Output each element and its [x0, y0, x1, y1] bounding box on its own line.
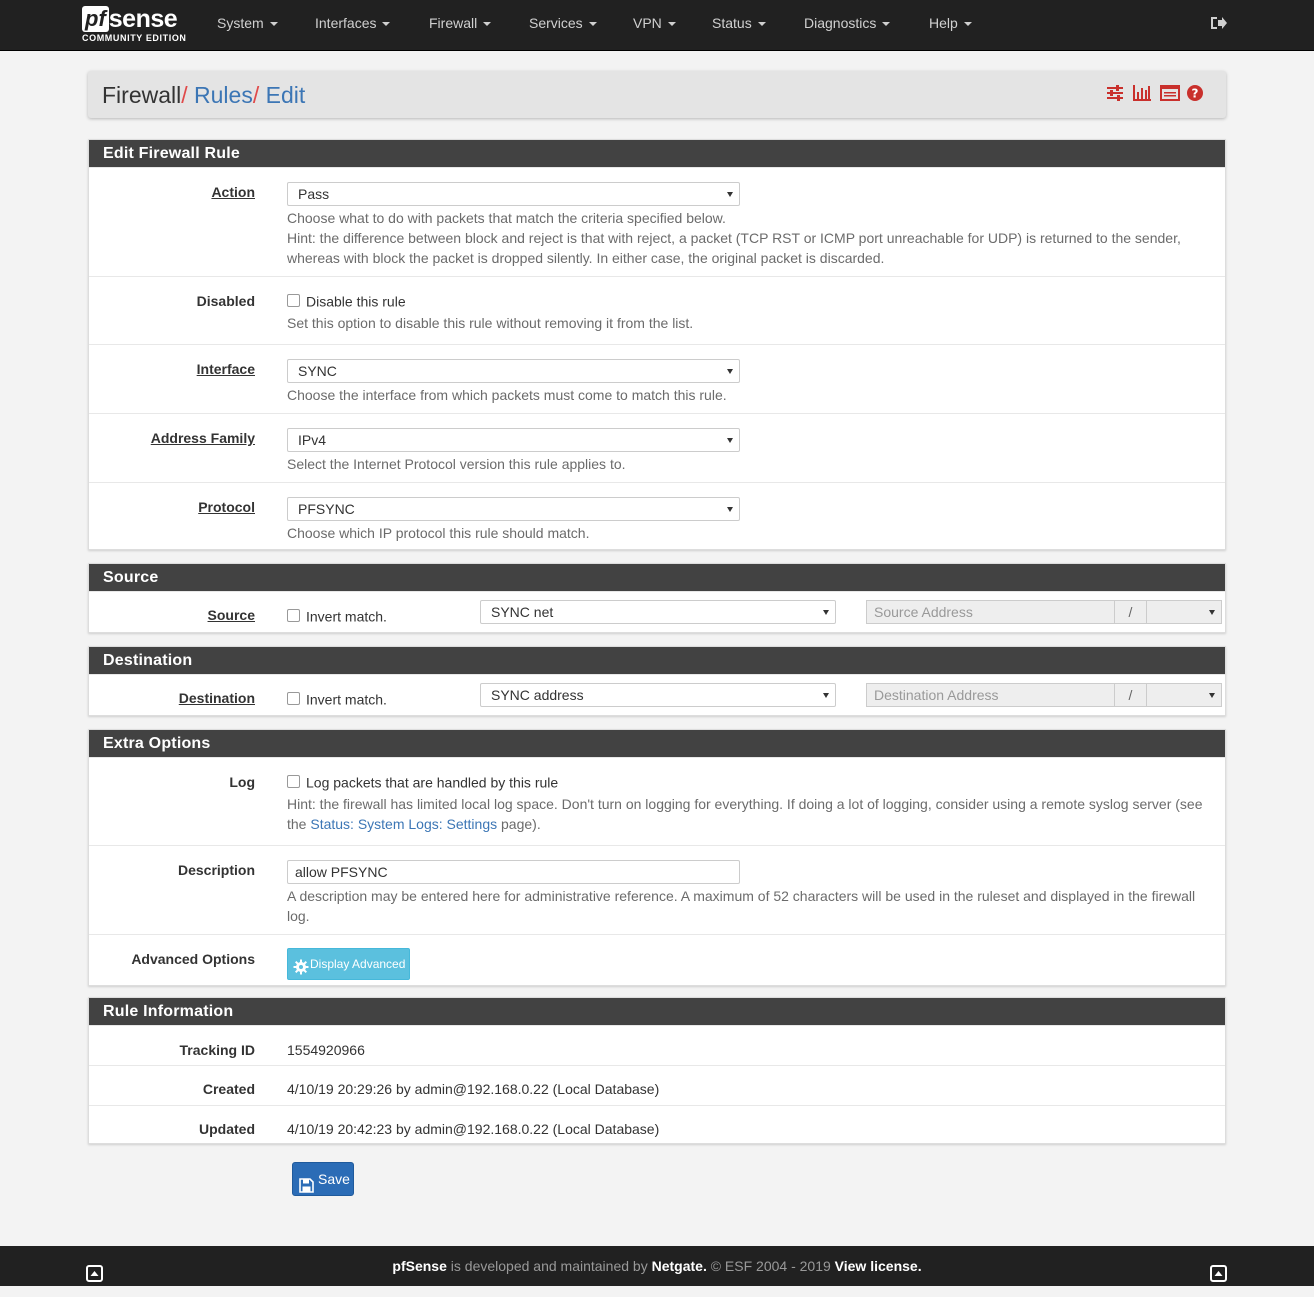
- destination-invert-checkbox[interactable]: [287, 692, 300, 705]
- destination-mask-select[interactable]: [1146, 683, 1222, 707]
- disabled-help: Set this option to disable this rule without removing it from the list.: [287, 315, 694, 332]
- log-label: Log: [229, 774, 255, 790]
- sliders-icon[interactable]: [1106, 84, 1126, 104]
- disable-rule-checkbox[interactable]: [287, 294, 300, 307]
- save-button[interactable]: [292, 1162, 354, 1196]
- footer-netgate-link[interactable]: Netgate.: [651, 1258, 707, 1274]
- caret-down-icon: [483, 22, 491, 26]
- updated-value: 4/10/19 20:42:23 by admin@192.168.0.22 (Local Database): [287, 1121, 660, 1137]
- advanced-options-row: [89, 934, 1225, 985]
- caret-down-icon: [382, 22, 390, 26]
- source-panel: [88, 563, 1226, 633]
- nav-system-label: System: [217, 15, 264, 31]
- destination-row: [89, 674, 1225, 716]
- description-input[interactable]: allow PFSYNC: [287, 860, 740, 884]
- caret-down-icon: [589, 22, 597, 26]
- interface-help: Choose the interface from which packets must come to match this rule.: [287, 387, 727, 403]
- source-mask-separator: /: [1114, 600, 1147, 624]
- action-help-line1: Choose what to do with packets that match the criteria specified below.: [287, 210, 726, 226]
- dropdown-arrow-icon: [727, 192, 733, 197]
- log-help-text-end: page).: [497, 816, 541, 833]
- destination-type-select[interactable]: [480, 683, 836, 707]
- disabled-row: [89, 276, 1225, 344]
- interface-label[interactable]: Interface: [196, 361, 255, 377]
- source-invert-label[interactable]: Invert match.: [306, 608, 387, 625]
- source-label[interactable]: Source: [207, 607, 255, 623]
- destination-address-input[interactable]: Destination Address: [866, 683, 1115, 707]
- source-type-select[interactable]: [480, 600, 836, 624]
- breadcrumb-firewall: Firewall: [102, 82, 182, 108]
- nav-services-label: Services: [529, 15, 583, 31]
- disabled-label: Disabled: [196, 293, 255, 309]
- log-help: [287, 794, 1205, 834]
- logo-pf-text: pf: [82, 6, 109, 32]
- rule-information-panel: [88, 997, 1226, 1144]
- description-row: [89, 845, 1225, 934]
- address-family-select-value: IPv4: [298, 432, 327, 448]
- description-label: Description: [177, 862, 255, 878]
- scroll-up-icon[interactable]: [86, 1257, 103, 1274]
- footer-license-link[interactable]: View license.: [834, 1258, 922, 1274]
- breadcrumb-edit-link[interactable]: Edit: [265, 82, 306, 108]
- display-advanced-label: Display Advanced: [310, 957, 406, 971]
- edit-rule-panel: [88, 139, 1226, 550]
- footer-product[interactable]: pfSense: [392, 1258, 447, 1274]
- extra-options-panel: [88, 729, 1226, 986]
- destination-label[interactable]: Destination: [178, 690, 255, 706]
- nav-diagnostics[interactable]: [804, 0, 890, 46]
- action-select[interactable]: [287, 182, 740, 206]
- breadcrumb-rules-link[interactable]: Rules: [194, 82, 253, 108]
- panel-heading: Edit Firewall Rule: [89, 140, 1225, 167]
- nav-help-label: Help: [929, 15, 958, 31]
- source-address-input[interactable]: Source Address: [866, 600, 1115, 624]
- tracking-id-label: Tracking ID: [179, 1042, 255, 1058]
- source-mask-select[interactable]: [1146, 600, 1222, 624]
- nav-interfaces-label: Interfaces: [315, 15, 377, 31]
- source-row: [89, 591, 1225, 633]
- logout-icon[interactable]: [1209, 14, 1227, 32]
- log-checkbox-label[interactable]: Log packets that are handled by this rule: [306, 774, 559, 791]
- panel-heading: Rule Information: [89, 998, 1225, 1025]
- address-family-row: [89, 413, 1225, 482]
- disable-rule-checkbox-label[interactable]: Disable this rule: [306, 293, 406, 310]
- scroll-up-icon[interactable]: [1210, 1257, 1227, 1274]
- panel-heading: Source: [89, 564, 1225, 591]
- destination-mask-separator: /: [1114, 683, 1147, 707]
- source-type-value: SYNC net: [491, 604, 554, 620]
- footer-text-1: is developed and maintained by: [446, 1258, 652, 1274]
- caret-down-icon: [964, 22, 972, 26]
- caret-down-icon: [758, 22, 766, 26]
- caret-down-icon: [668, 22, 676, 26]
- dropdown-arrow-icon: [1209, 693, 1215, 698]
- interface-row: [89, 344, 1225, 413]
- source-invert-checkbox[interactable]: [287, 609, 300, 622]
- nav-help[interactable]: [929, 0, 972, 46]
- source-address-group: [866, 600, 1222, 624]
- nav-interfaces[interactable]: [315, 0, 390, 46]
- nav-vpn-label: VPN: [633, 15, 662, 31]
- nav-system[interactable]: [217, 0, 278, 46]
- dropdown-arrow-icon: [1209, 610, 1215, 615]
- nav-status[interactable]: [712, 0, 766, 46]
- pfsense-logo[interactable]: [82, 4, 187, 43]
- action-help: [287, 208, 1205, 268]
- tracking-id-value: 1554920966: [287, 1042, 365, 1058]
- nav-firewall-label: Firewall: [429, 15, 478, 31]
- log-checkbox[interactable]: [287, 775, 300, 788]
- save-label: Save: [318, 1171, 350, 1187]
- destination-panel: [88, 646, 1226, 716]
- destination-address-group: [866, 683, 1222, 707]
- log-list-icon[interactable]: [1160, 84, 1180, 104]
- nav-diagnostics-label: Diagnostics: [804, 15, 877, 31]
- interface-select-value: SYNC: [298, 363, 337, 379]
- dropdown-arrow-icon: [823, 610, 829, 615]
- system-logs-settings-link[interactable]: Status: System Logs: Settings: [310, 816, 498, 833]
- breadcrumb-separator: /: [252, 82, 260, 108]
- nav-vpn[interactable]: [633, 0, 676, 46]
- action-label[interactable]: Action: [211, 184, 255, 200]
- nav-services[interactable]: [529, 0, 597, 46]
- logo-edition-text: COMMUNITY EDITION: [82, 33, 187, 43]
- footer: [0, 1246, 1314, 1286]
- save-icon: [299, 1172, 314, 1187]
- address-family-select[interactable]: [287, 428, 740, 452]
- panel-heading: Destination: [89, 647, 1225, 674]
- address-family-label[interactable]: Address Family: [150, 430, 255, 446]
- nav-firewall[interactable]: [429, 0, 491, 46]
- nav-status-label: Status: [712, 15, 752, 31]
- breadcrumb-separator: /: [181, 82, 188, 108]
- action-select-value: Pass: [298, 186, 330, 202]
- dropdown-arrow-icon: [727, 507, 733, 512]
- protocol-select[interactable]: [287, 497, 740, 521]
- tracking-id-row: [89, 1025, 1225, 1065]
- created-value: 4/10/19 20:29:26 by admin@192.168.0.22 (Local Database): [287, 1081, 660, 1097]
- caret-down-icon: [270, 22, 278, 26]
- advanced-options-label: Advanced Options: [131, 951, 255, 967]
- caret-down-icon: [882, 22, 890, 26]
- gear-icon: [293, 956, 309, 972]
- display-advanced-button[interactable]: [287, 948, 410, 980]
- log-row: [89, 757, 1225, 845]
- created-label: Created: [202, 1081, 255, 1097]
- dropdown-arrow-icon: [727, 438, 733, 443]
- updated-label: Updated: [199, 1121, 255, 1137]
- interface-select[interactable]: [287, 359, 740, 383]
- destination-invert-label[interactable]: Invert match.: [306, 691, 387, 708]
- protocol-row: [89, 482, 1225, 550]
- dropdown-arrow-icon: [823, 693, 829, 698]
- action-help-line2: Hint: the difference between block and reject is that with reject, a packet (TCP RST or ICMP port unreachable for UDP) is returned to the sender, whereas with block the packet is dropped silently. In either case, the original packet is discarded.: [287, 230, 1181, 266]
- footer-text-2: © ESF 2004 - 2019: [706, 1258, 835, 1274]
- top-navbar: [0, 0, 1314, 51]
- panel-heading: Extra Options: [89, 730, 1225, 757]
- logo-sense-text: sense: [108, 5, 178, 33]
- created-row: [89, 1065, 1225, 1105]
- help-icon[interactable]: [1186, 84, 1206, 104]
- breadcrumb: [88, 71, 1226, 118]
- footer-text: [392, 1258, 921, 1274]
- address-family-help: Select the Internet Protocol version this rule applies to.: [287, 456, 626, 472]
- svg-text:?: ?: [1191, 86, 1199, 101]
- updated-row: [89, 1105, 1225, 1145]
- bar-chart-icon[interactable]: [1132, 84, 1152, 104]
- protocol-label[interactable]: Protocol: [198, 499, 255, 515]
- description-help: A description may be entered here for administrative reference. A maximum of 52 characters will be used in the ruleset and displayed in the firewall log.: [287, 888, 1196, 924]
- protocol-select-value: PFSYNC: [298, 501, 355, 517]
- log-help-text: Hint: the firewall has limited local log space. Don't turn on logging for everything. If doing a lot of logging, consider using a remote syslog server (see the: [287, 796, 1203, 833]
- dropdown-arrow-icon: [727, 369, 733, 374]
- action-row: [89, 167, 1225, 276]
- destination-type-value: SYNC address: [491, 687, 584, 703]
- protocol-help: Choose which IP protocol this rule should match.: [287, 525, 590, 541]
